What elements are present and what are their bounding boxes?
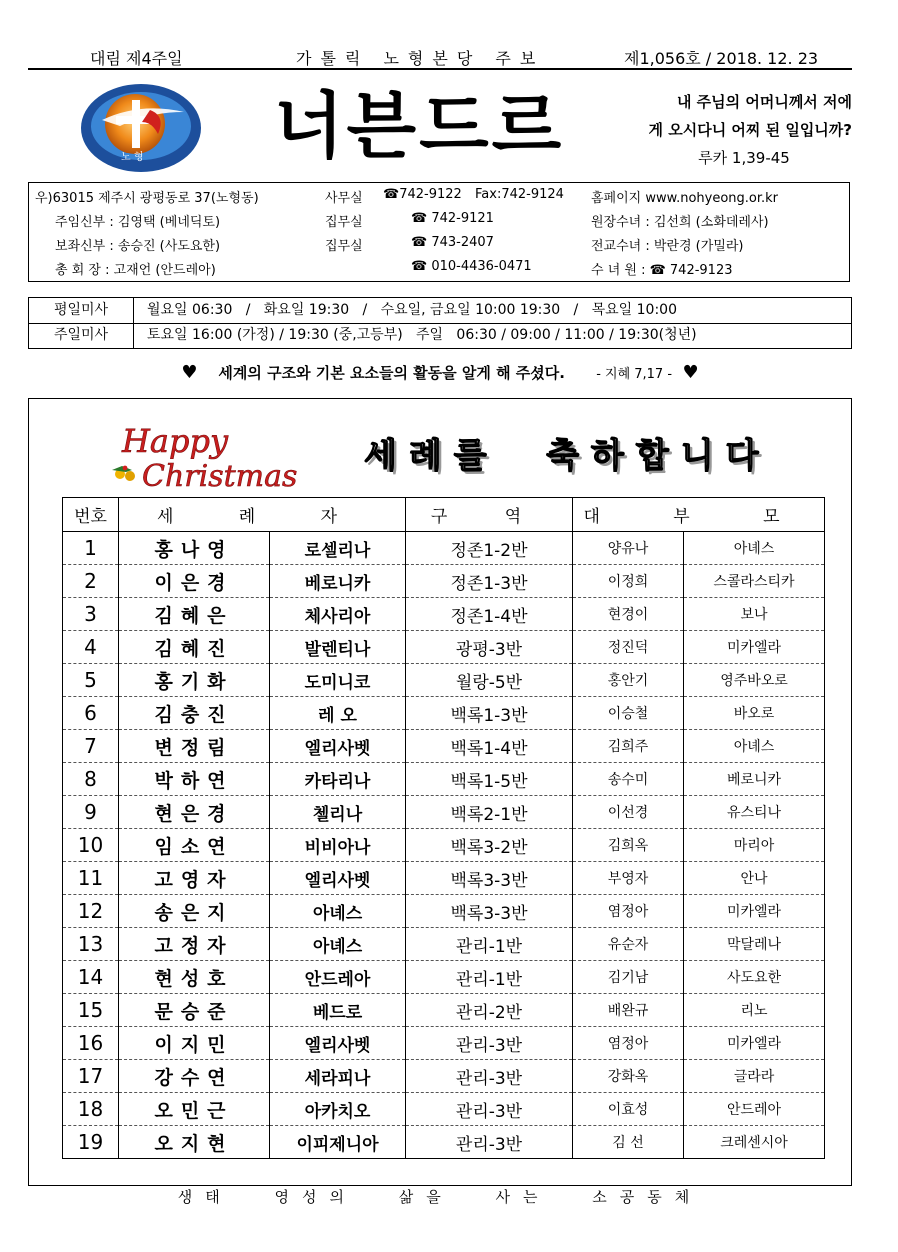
baptized-name: 오민근: [119, 1093, 270, 1126]
row-number: 18: [63, 1093, 119, 1126]
weekday-mass-label: 평일미사: [29, 298, 134, 323]
godparent-baptismal-name: 안드레아: [684, 1093, 825, 1126]
sunday-mass-row: [29, 323, 851, 348]
baptized-name: 김충진: [119, 697, 270, 730]
heart-icon: ♥: [181, 362, 198, 383]
baptized-name: 이은경: [119, 565, 270, 598]
area: 백록3-2반: [406, 829, 573, 862]
godparent-baptismal-name: 영주바오로: [684, 664, 825, 697]
baptized-name: 홍기화: [119, 664, 270, 697]
godparent-name: 김희옥: [573, 829, 684, 862]
baptismal-name: 카타리나: [270, 763, 406, 796]
baptized-name: 송은지: [119, 895, 270, 928]
row-number: 1: [63, 532, 119, 565]
area: 백록1-4반: [406, 730, 573, 763]
table-row: [63, 697, 825, 730]
table-row: [63, 565, 825, 598]
weekday-mass-times: 월요일 06:30 / 화요일 19:30 / 수요일, 금요일 10:00 19:30 / 목요일 10:00: [147, 302, 677, 318]
bulletin-header: [28, 44, 852, 70]
area: 관리-3반: [406, 1093, 573, 1126]
row-number: 16: [63, 1027, 119, 1060]
baptized-name: 강수연: [119, 1060, 270, 1093]
godparent-baptismal-name: 리노: [684, 994, 825, 1027]
godparent-name: 배완규: [573, 994, 684, 1027]
logo-text: 노 형: [121, 152, 144, 163]
godparent-name: 현경이: [573, 598, 684, 631]
area: 관리-1반: [406, 928, 573, 961]
area: 관리-3반: [406, 1027, 573, 1060]
baptized-name: 임소연: [119, 829, 270, 862]
godparent-baptismal-name: 스콜라스티카: [684, 565, 825, 598]
quote-reference: 루카 1,39-45: [698, 149, 790, 167]
quote-line-1: 내 주님의 어머니께서 저에: [676, 93, 852, 111]
baptized-name: 고영자: [119, 862, 270, 895]
godparent-name: 유순자: [573, 928, 684, 961]
area: 관리-3반: [406, 1126, 573, 1159]
sunday-mass-times: 토요일 16:00 (가정) / 19:30 (중,고등부) 주일 06:30 / 09:00 / 11:00 / 19:30(청년): [147, 327, 697, 343]
area: 백록3-3반: [406, 895, 573, 928]
baptized-name: 문승준: [119, 994, 270, 1027]
table-row: [63, 763, 825, 796]
area: 백록2-1반: [406, 796, 573, 829]
table-row: [63, 928, 825, 961]
row-number: 12: [63, 895, 119, 928]
header-number: 번호: [63, 498, 119, 532]
baptized-name: 현은경: [119, 796, 270, 829]
contact-box: [28, 182, 850, 282]
godparent-baptismal-name: 마리아: [684, 829, 825, 862]
godparent-name: 양유나: [573, 532, 684, 565]
table-row: [63, 598, 825, 631]
table-row: [63, 994, 825, 1027]
rectory-2-label: 집무실: [325, 239, 363, 254]
row-number: 17: [63, 1060, 119, 1093]
baptized-name: 홍나영: [119, 532, 270, 565]
fax: Fax:742-9124: [475, 187, 564, 202]
issue-number: 제1,056호 / 2018. 12. 23: [624, 49, 819, 68]
row-number: 5: [63, 664, 119, 697]
godparent-name: 홍안기: [573, 664, 684, 697]
baptism-table: [62, 497, 825, 1159]
baptismal-name: 베드로: [270, 994, 406, 1027]
godparent-name: 김희주: [573, 730, 684, 763]
heart-icon: ♥: [682, 362, 699, 383]
row-number: 14: [63, 961, 119, 994]
baptismal-name: 아녜스: [270, 928, 406, 961]
council-president: 총 회 장 : 고재언 (안드레아): [55, 263, 216, 278]
convent: 수 녀 원 : ☎ 742-9123: [591, 263, 733, 278]
baptized-name: 오지현: [119, 1126, 270, 1159]
area: 정존1-2반: [406, 532, 573, 565]
godparent-baptismal-name: 크레센시아: [684, 1126, 825, 1159]
congratulations-title: 세례를 축하합니다: [364, 436, 771, 476]
baptismal-name: 세라피나: [270, 1060, 406, 1093]
godparent-baptismal-name: 글라라: [684, 1060, 825, 1093]
verse-text: 세계의 구조와 기본 요소들의 활동을 알게 해 주셨다.: [218, 364, 565, 382]
header-baptized: 세 례 자: [119, 498, 406, 532]
godparent-name: 강화옥: [573, 1060, 684, 1093]
row-number: 11: [63, 862, 119, 895]
table-row: [63, 1126, 825, 1159]
mission-sister: 전교수녀 : 박란경 (가밀라): [591, 239, 744, 254]
rectory-1-phone: ☎ 742-9121: [411, 211, 494, 226]
happy-christmas-graphic: [108, 420, 298, 494]
area: 백록3-3반: [406, 862, 573, 895]
president-phone: ☎ 010-4436-0471: [411, 259, 532, 274]
area: 백록1-3반: [406, 697, 573, 730]
footer-motto: 생태 영성의 삶을 사는 소공동체: [177, 1188, 703, 1206]
table-row: [63, 796, 825, 829]
baptismal-name: 첼리나: [270, 796, 406, 829]
area: 월랑-5반: [406, 664, 573, 697]
baptismal-name: 베로니카: [270, 565, 406, 598]
masthead-title: 너븐드르: [274, 84, 565, 168]
row-number: 8: [63, 763, 119, 796]
table-row: [63, 1027, 825, 1060]
pastor: 주임신부 : 김영택 (베네딕토): [55, 215, 221, 230]
godparent-name: 염정아: [573, 895, 684, 928]
rectory-1-label: 집무실: [325, 215, 363, 230]
area: 관리-3반: [406, 1060, 573, 1093]
godparent-name: 이정희: [573, 565, 684, 598]
godparent-name: 이승철: [573, 697, 684, 730]
baptismal-name: 엘리사벳: [270, 862, 406, 895]
baptized-name: 고정자: [119, 928, 270, 961]
address: 우)63015 제주시 광평동로 37(노형동): [35, 191, 259, 206]
table-row: [63, 961, 825, 994]
baptismal-name: 엘리사벳: [270, 1027, 406, 1060]
liturgical-week: 대림 제4주일: [90, 49, 183, 68]
table-body: [63, 532, 825, 1159]
office-label: 사무실: [325, 191, 363, 206]
header-godparent: 대 부 모: [573, 498, 825, 532]
godparent-baptismal-name: 아녜스: [684, 532, 825, 565]
homepage: 홈페이지 www.nohyeong.or.kr: [591, 191, 779, 206]
mass-schedule: [28, 297, 852, 349]
christmas-text: Christmas: [142, 459, 298, 494]
row-number: 7: [63, 730, 119, 763]
assistant-priest: 보좌신부 : 송승진 (사도요한): [55, 239, 221, 254]
table-row: [63, 1093, 825, 1126]
berry-icon: [123, 466, 128, 471]
godparent-name: 부영자: [573, 862, 684, 895]
area: 정존1-3반: [406, 565, 573, 598]
table-row: [63, 730, 825, 763]
table-row: [63, 862, 825, 895]
baptismal-name: 엘리사벳: [270, 730, 406, 763]
baptismal-name: 이피제니아: [270, 1126, 406, 1159]
baptismal-name: 안드레아: [270, 961, 406, 994]
area: 정존1-4반: [406, 598, 573, 631]
godparent-baptismal-name: 미카엘라: [684, 1027, 825, 1060]
godparent-baptismal-name: 막달레나: [684, 928, 825, 961]
holly-icon: [112, 466, 132, 472]
baptized-name: 변정림: [119, 730, 270, 763]
area: 관리-1반: [406, 961, 573, 994]
table-row: [63, 895, 825, 928]
baptismal-name: 로셀리나: [270, 532, 406, 565]
row-number: 10: [63, 829, 119, 862]
verse-source: - 지혜 7,17 -: [596, 367, 673, 382]
office-phone: ☎742-9122: [383, 187, 462, 202]
godparent-baptismal-name: 사도요한: [684, 961, 825, 994]
area: 관리-2반: [406, 994, 573, 1027]
godparent-baptismal-name: 베로니카: [684, 763, 825, 796]
godparent-baptismal-name: 안나: [684, 862, 825, 895]
godparent-baptismal-name: 미카엘라: [684, 895, 825, 928]
table-row: [63, 631, 825, 664]
row-number: 4: [63, 631, 119, 664]
quote-line-2: 게 오시다니 어찌 된 일입니까?: [648, 121, 852, 139]
godparent-name: 정진덕: [573, 631, 684, 664]
baptized-name: 이지민: [119, 1027, 270, 1060]
parish-logo-icon: [80, 82, 202, 174]
row-number: 19: [63, 1126, 119, 1159]
godparent-name: 이선경: [573, 796, 684, 829]
weekly-verse: [28, 362, 852, 383]
godparent-name: 김 선: [573, 1126, 684, 1159]
godparent-baptismal-name: 아녜스: [684, 730, 825, 763]
sunday-mass-label: 주일미사: [29, 323, 134, 348]
godparent-name: 송수미: [573, 763, 684, 796]
baptized-name: 박하연: [119, 763, 270, 796]
row-number: 6: [63, 697, 119, 730]
baptismal-name: 비비아나: [270, 829, 406, 862]
godparent-name: 김기남: [573, 961, 684, 994]
gospel-quote: [596, 88, 852, 172]
superior-sister: 원장수녀 : 김선희 (소화데레사): [591, 215, 769, 230]
area: 광평-3반: [406, 631, 573, 664]
table-row: [63, 664, 825, 697]
weekday-mass-row: [29, 298, 851, 324]
happy-text: Happy: [122, 422, 229, 460]
baptismal-name: 레 오: [270, 697, 406, 730]
godparent-name: 염정아: [573, 1027, 684, 1060]
godparent-name: 이효성: [573, 1093, 684, 1126]
baptized-name: 현성호: [119, 961, 270, 994]
row-number: 13: [63, 928, 119, 961]
baptismal-name: 발렌티나: [270, 631, 406, 664]
godparent-baptismal-name: 유스티나: [684, 796, 825, 829]
table-row: [63, 829, 825, 862]
baptismal-name: 도미니코: [270, 664, 406, 697]
baptismal-name: 체사리아: [270, 598, 406, 631]
row-number: 3: [63, 598, 119, 631]
godparent-baptismal-name: 바오로: [684, 697, 825, 730]
bell-icon: [125, 471, 135, 481]
rectory-2-phone: ☎ 743-2407: [411, 235, 494, 250]
baptismal-name: 아녜스: [270, 895, 406, 928]
table-row: [63, 532, 825, 565]
header-area: 구 역: [406, 498, 573, 532]
baptized-name: 김혜은: [119, 598, 270, 631]
table-header-row: [63, 498, 825, 532]
row-number: 15: [63, 994, 119, 1027]
row-number: 2: [63, 565, 119, 598]
area: 백록1-5반: [406, 763, 573, 796]
bulletin-title: 가톨릭 노형본당 주보: [296, 49, 545, 68]
godparent-baptismal-name: 미카엘라: [684, 631, 825, 664]
row-number: 9: [63, 796, 119, 829]
godparent-baptismal-name: 보나: [684, 598, 825, 631]
baptized-name: 김혜진: [119, 631, 270, 664]
table-row: [63, 1060, 825, 1093]
baptismal-name: 아카치오: [270, 1093, 406, 1126]
